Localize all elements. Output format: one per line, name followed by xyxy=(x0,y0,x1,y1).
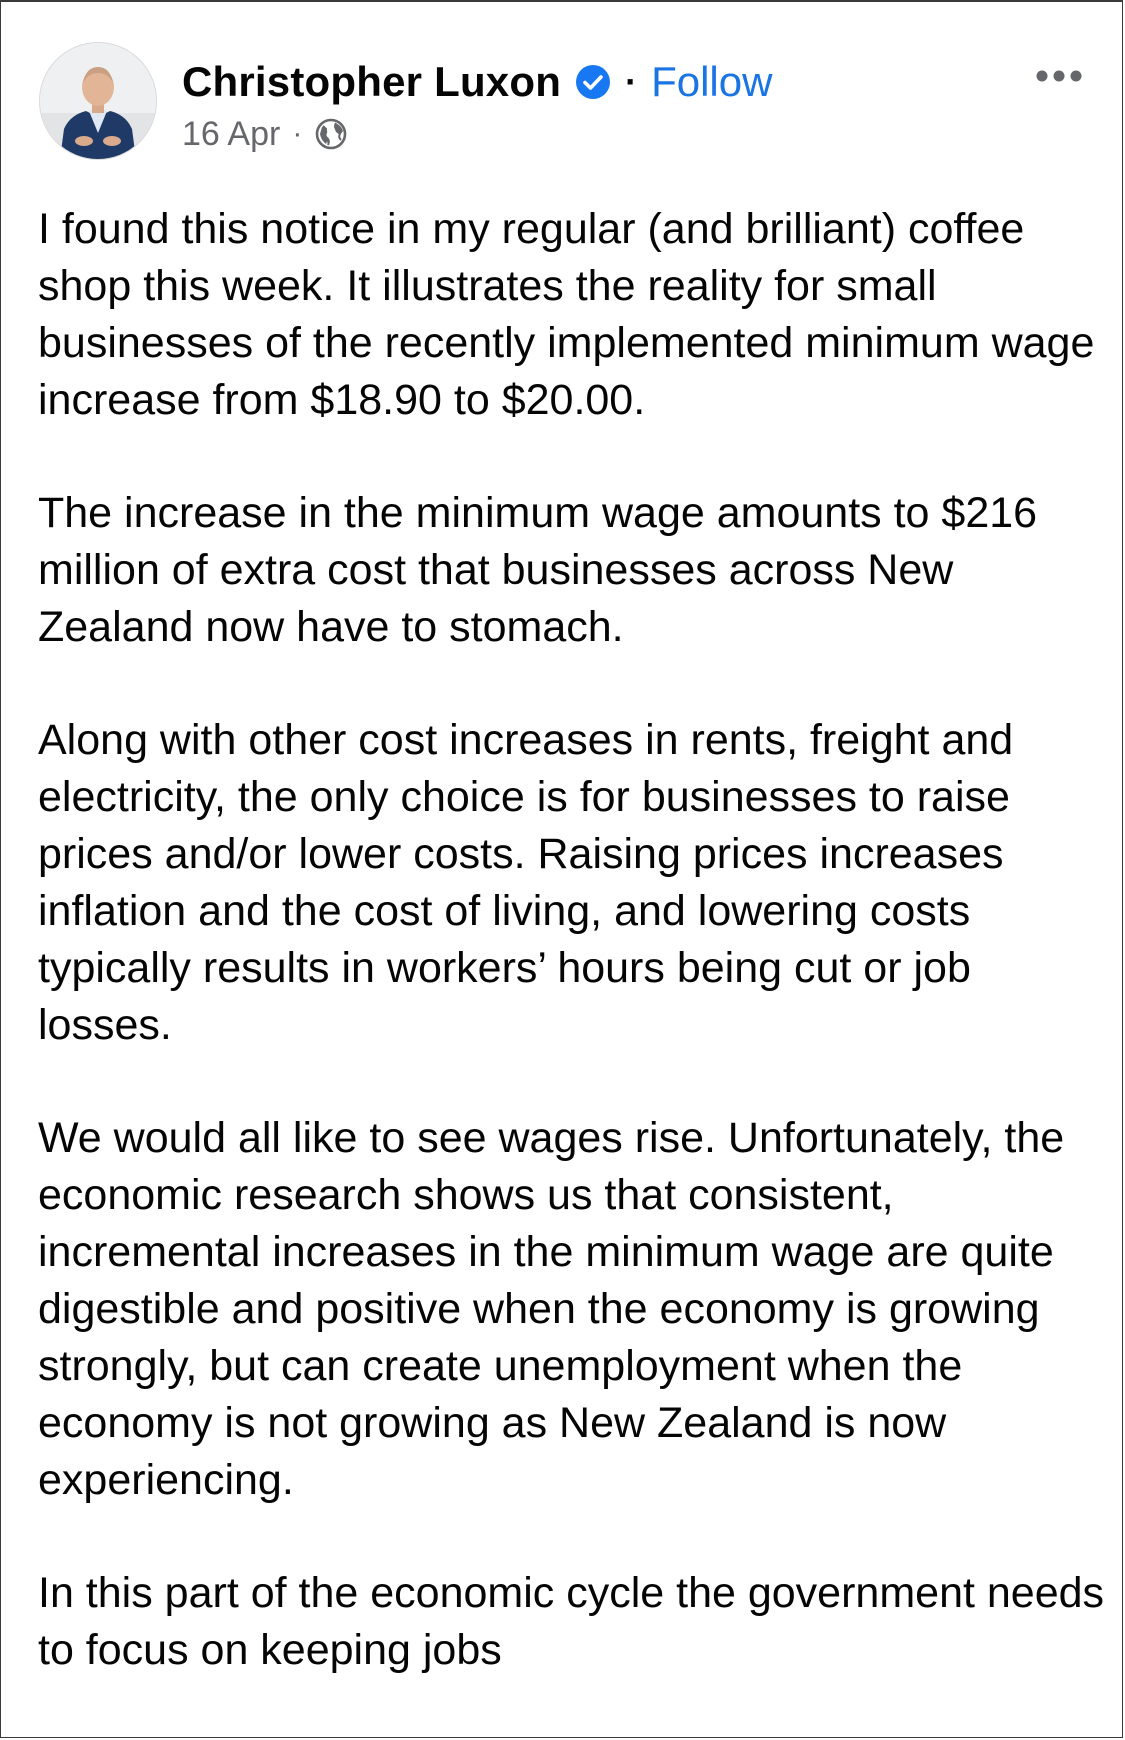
post-header xyxy=(39,42,1089,162)
more-options-button[interactable] xyxy=(1029,56,1089,96)
post-date[interactable]: 16 Apr xyxy=(182,114,281,153)
post-paragraph: The increase in the minimum wage amounts to $216 million of extra cost that businesses across New Zealand now have to stomach. xyxy=(38,489,1038,651)
verified-badge-icon xyxy=(575,64,611,100)
author-avatar[interactable] xyxy=(39,42,157,160)
header-separator: · xyxy=(625,61,638,102)
post-paragraph: In this part of the economic cycle the government needs to focus on keeping jobs xyxy=(38,1569,1105,1674)
post-body xyxy=(38,201,1113,1735)
globe-icon[interactable] xyxy=(314,117,348,151)
post-paragraph: I found this notice in my regular (and brilliant) coffee shop this week. It illustrates the reality for small businesses of the recently implemented minimum wage increase from $18.90 to $20.00. xyxy=(38,205,1095,424)
author-name[interactable]: Christopher Luxon xyxy=(182,58,562,105)
post-meta xyxy=(182,112,348,156)
follow-button[interactable]: Follow xyxy=(651,58,773,105)
author-line xyxy=(182,56,772,108)
meta-separator: · xyxy=(292,117,303,150)
post-paragraph: Along with other cost increases in rents, freight and electricity, the only choice is for businesses to raise prices and/or lower costs. Raising prices increases inflation and the cost of living, and lowering costs typically results in workers’ hours being cut or job losses. xyxy=(38,716,1014,1049)
post-paragraph: We would all like to see wages rise. Unfortunately, the economic research shows us that consistent, incremental increases in the minimum wage are quite digestible and positive when the economy is growing strongly, but can create unemployment when the economy is not growing as New Zealand is now experiencing. xyxy=(38,1114,1065,1504)
more-options-icon xyxy=(1035,69,1083,83)
